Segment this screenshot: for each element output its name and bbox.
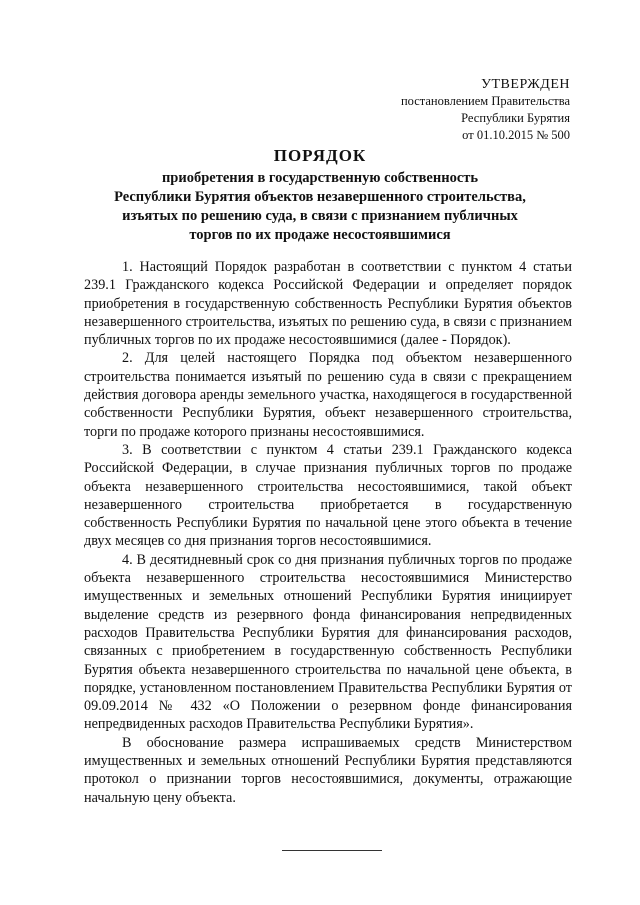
title-line-2: Республики Бурятия объектов незавершенного строительства,: [114, 189, 526, 205]
paragraph-2: 2. Для целей настоящего Порядка под объектом незавершенного строительства понимается изъятый по решению суда в связи с прекращением действия договора аренды земельного участка, находящегося в государственной собственности Республики Бурятия, объект незавершенного строительства, торги по продаже которого признаны несостоявшимися.: [84, 350, 572, 440]
approval-line-1: постановлением Правительства: [400, 94, 570, 108]
approval-line-3: от 01.10.2015 № 500: [462, 128, 570, 142]
paragraph-5: В обоснование размера испрашиваемых средств Министерством имущественных и земельных отношений Республики Бурятия представляются протокол о признании торгов несостоявшимися, документы, отражающие начальную цену объекта.: [84, 734, 572, 806]
title-line-4: торгов по их продаже несостоявшимися: [189, 227, 451, 243]
document-body: [84, 258, 572, 807]
approved-label: УТВЕРЖДЕН: [481, 77, 570, 92]
paragraph-1: 1. Настоящий Порядок разработан в соответствии с пунктом 4 статьи 239.1 Гражданского кодекса Российской Федерации и определяет порядок приобретения в государственную собственность Республики Бурятия объектов незавершенного строительства, изъятых по решению суда, в связи с признанием публичных торгов по их продаже несостоявшимися (далее - Порядок).: [84, 259, 572, 349]
title-line-1: приобретения в государственную собственность: [161, 170, 479, 186]
approval-stamp: [401, 76, 570, 144]
approval-line-2: Республики Бурятия: [461, 111, 570, 125]
footer-divider: [282, 850, 382, 851]
paragraph-4: 4. В десятидневный срок со дня признания публичных торгов по продаже объекта незавершенного строительства несостоявшимися Министерство имущественных и земельных отношений Республики Бурятия инициирует выделение средств из резервного фонда финансирования непредвиденных расходов Правительства Республики Бурятия для финансирования расходов, связанных с приобретением в государственную собственность Республики Бурятия объекта незавершенного строительства по начальной цене объекта, в порядке, установленном постановлением Правительства Республики Бурятия от 09.09.2014 № 432 «О Положении о резервном фонде финансирования непредвиденных расходов Правительства Республики Бурятия».: [84, 551, 572, 733]
paragraph-3: 3. В соответствии с пунктом 4 статьи 239.1 Гражданского кодекса Российской Федерации, в случае признания публичных торгов по продаже объекта незавершенного строительства несостоявшимися, такой объект незавершенного строительства приобретается в государственную собственность Республики Бурятия по начальной цене этого объекта в течение двух месяцев со дня признания торгов несостоявшимися.: [84, 441, 572, 550]
title-line-3: изъятых по решению суда, в связи с признанием публичных: [122, 208, 518, 224]
document-title: ПОРЯДОК: [273, 146, 367, 165]
document-title-block: [80, 146, 560, 245]
